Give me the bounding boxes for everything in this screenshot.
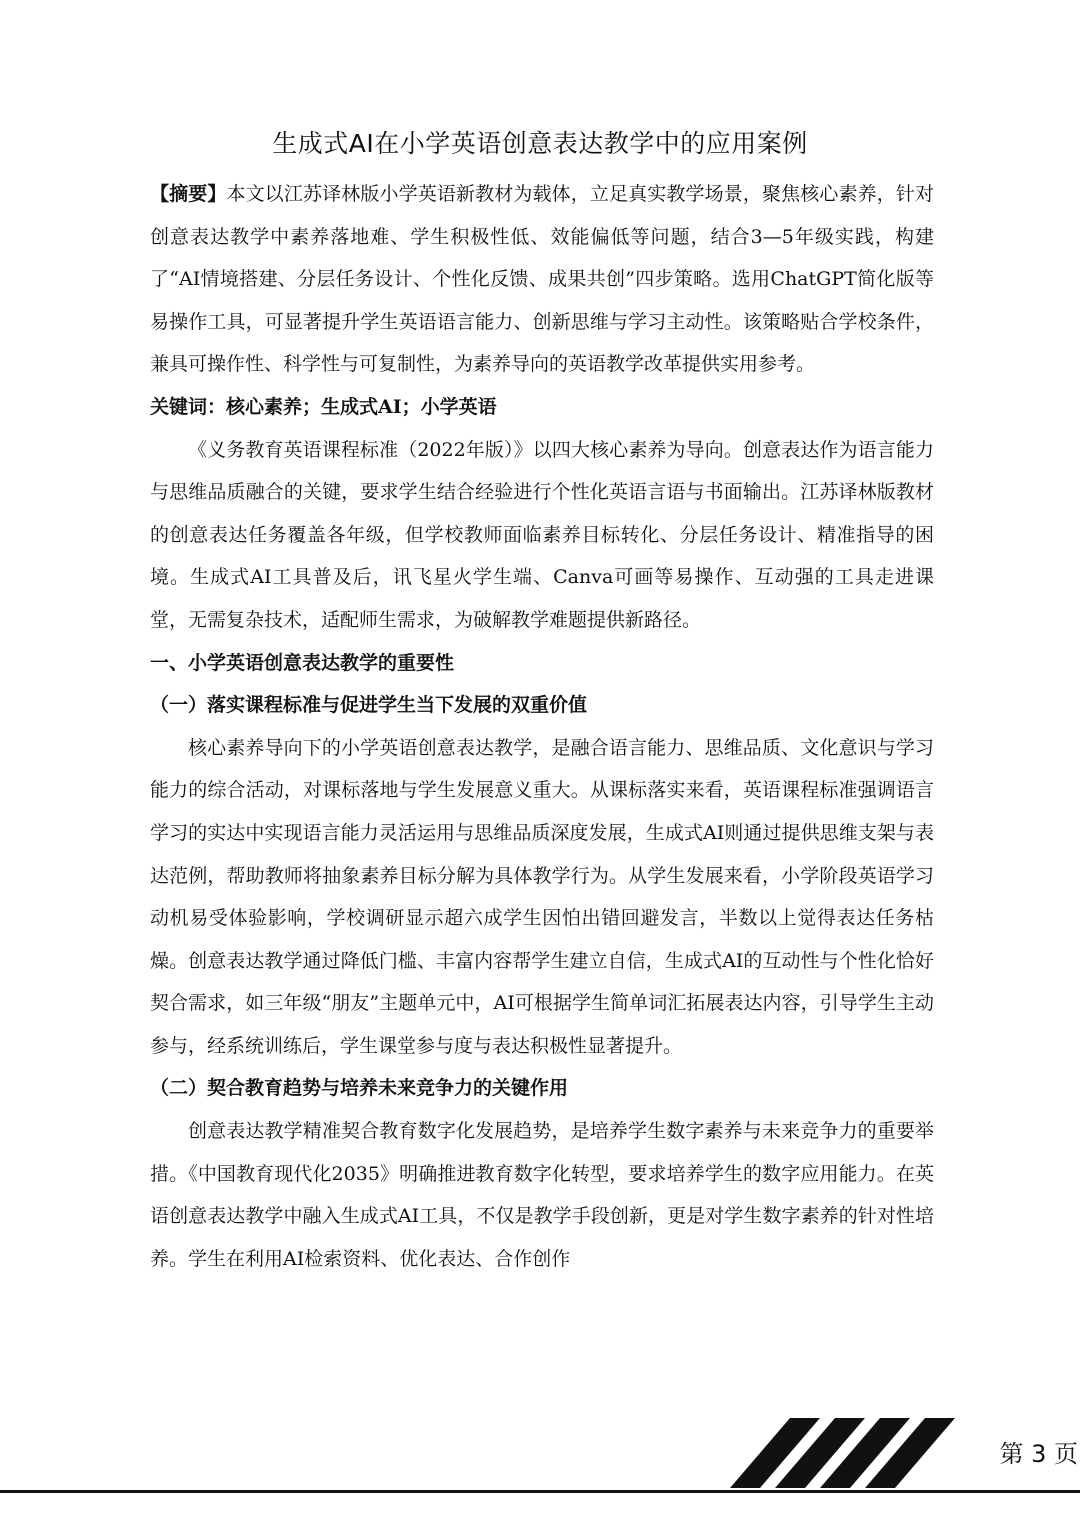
- document-title: 生成式AI在小学英语创意表达教学中的应用案例: [272, 129, 808, 158]
- document-body: [150, 173, 934, 1280]
- section-heading-1: 一、小学英语创意表达教学的重要性: [150, 651, 455, 674]
- keywords-line: 关键词：核心素养；生成式AI；小学英语: [150, 395, 497, 418]
- abstract-label: 【摘要】: [150, 183, 227, 205]
- footer-decoration: [0, 1410, 1080, 1527]
- subsection-1-paragraph: 核心素养导向下的小学英语创意表达教学，是融合语言能力、思维品质、文化意识与学习能力的综合活动，对课标落地与学生发展意义重大。从课标落实来看，英语课程标准强调语言学习的实达中实现语言能力灵活运用与思维品质深度发展，生成式AI则通过提供思维支架与表达范例，帮助教师将抽象素养目标分解为具体教学行为。从学生发展来看，小学阶段英语学习动机易受体验影响，学校调研显示超六成学生因怕出错回避发言，半数以上觉得表达任务枯燥。创意表达教学通过降低门槛、丰富内容帮学生建立自信，生成式AI的互动性与个性化恰好契合需求，如三年级“朋友”主题单元中，AI可根据学生简单词汇拓展表达内容，引导学生主动参与，经系统训练后，学生课堂参与度与表达积极性显著提升。: [150, 736, 934, 1057]
- footer-rule: [0, 1490, 1080, 1493]
- abstract-paragraph: [150, 173, 934, 386]
- intro-paragraph: 《义务教育英语课程标准（2022年版）》以四大核心素养为导向。创意表达作为语言能力与思维品质融合的关键，要求学生结合经验进行个性化英语言语与书面输出。江苏译林版教材的创意表达任务覆盖各年级，但学校教师面临素养目标转化、分层任务设计、精准指导的困境。生成式AI工具普及后，讯飞星火学生端、Canva可画等易操作、互动强的工具走进课堂，无需复杂技术，适配师生需求，为破解教学难题提供新路径。: [150, 438, 934, 631]
- subsection-heading-1: （一）落实课程标准与促进学生当下发展的双重价值: [150, 694, 588, 717]
- subsection-heading-2: （二）契合教育趋势与培养未来竞争力的关键作用: [150, 1077, 569, 1100]
- abstract-text: 本文以江苏译林版小学英语新教材为载体，立足真实教学场景，聚焦核心素养，针对创意表达教学中素养落地难、学生积极性低、效能偏低等问题，结合3—5年级实践，构建了“AI情境搭建、分层任务设计、个性化反馈、成果共创”四步策略。选用ChatGPT简化版等易操作工具，可显著提升学生英语语言能力、创新思维与学习主动性。该策略贴合学校条件，兼具可操作性、科学性与可复制性，为素养导向的英语教学改革提供实用参考。: [150, 183, 934, 376]
- page-number: 第 3 页: [999, 1440, 1078, 1468]
- subsection-2-paragraph: 创意表达教学精准契合教育数字化发展趋势，是培养学生数字素养与未来竞争力的重要举措。《中国教育现代化2035》明确推进教育数字化转型，要求培养学生的数字应用能力。在英语创意表达教学中融入生成式AI工具，不仅是教学手段创新，更是对学生数字素养的针对性培养。学生在利用AI检索资料、优化表达、合作创作: [150, 1120, 934, 1270]
